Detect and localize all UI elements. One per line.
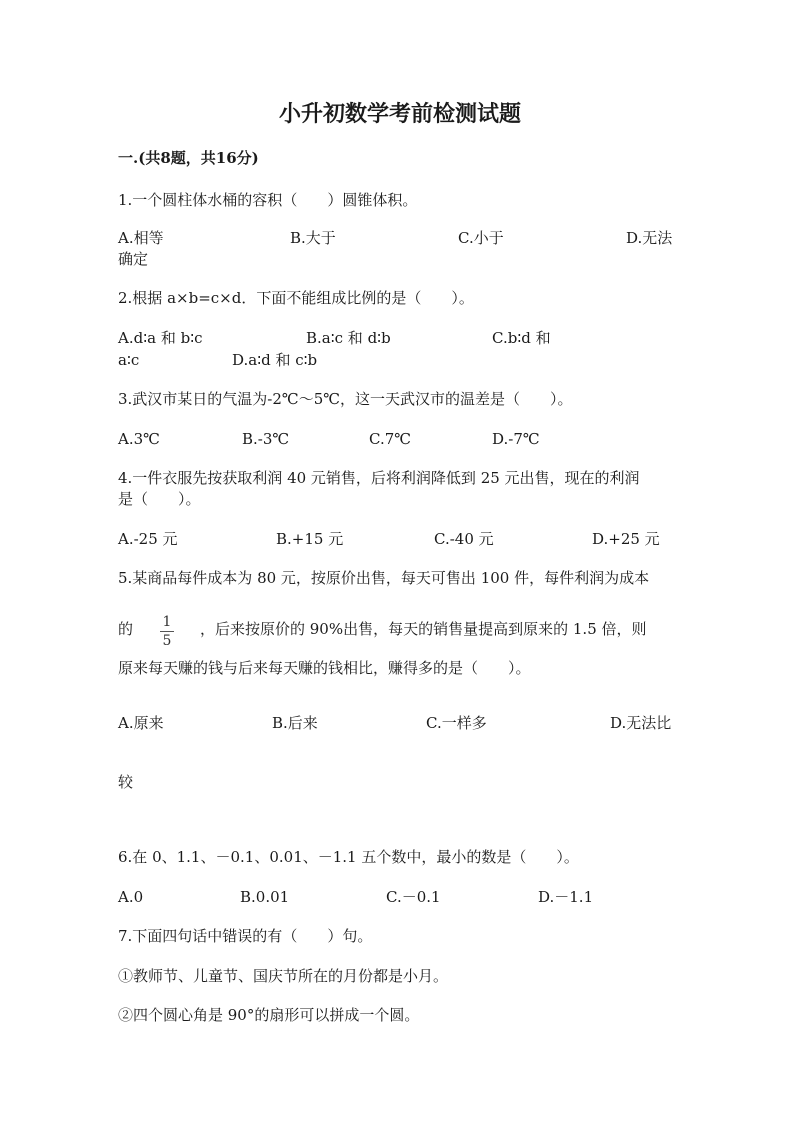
q6-stem: 6.在 0、1.1、－0.1、0.01、－1.1 五个数中，最小的数是（ ）。 xyxy=(118,848,579,866)
q5-fraction xyxy=(160,614,174,649)
q1-stem: 1.一个圆柱体水桶的容积（ ）圆锥体积。 xyxy=(118,191,418,209)
q5-stem-line3: 原来每天赚的钱与后来每天赚的钱相比，赚得多的是（ ）。 xyxy=(118,659,531,677)
q2-option-c: C.b∶d 和 xyxy=(492,329,551,347)
q2-option-a: A.d∶a 和 b∶c xyxy=(118,329,203,347)
q6-option-a: A.0 xyxy=(118,888,144,906)
q5-stem-line2-start: 的 xyxy=(118,620,134,638)
q4-stem-line2: 是（ ）。 xyxy=(118,490,201,508)
q5-option-c: C.一样多 xyxy=(426,714,487,732)
q1-option-d-continued: 确定 xyxy=(118,250,149,268)
q7-stem: 7.下面四句话中错误的有（ ）句。 xyxy=(118,927,373,945)
q1-option-b: B.大于 xyxy=(290,229,336,247)
q2-stem: 2.根据 a×b=c×d．下面不能组成比例的是（ ）。 xyxy=(118,289,474,307)
q3-option-a: A.3℃ xyxy=(118,430,160,448)
q1-option-d: D.无法 xyxy=(626,229,673,247)
q3-option-b: B.-3℃ xyxy=(242,430,290,448)
q2-option-b: B.a∶c 和 d∶b xyxy=(306,329,391,347)
q1-option-c: C.小于 xyxy=(458,229,504,247)
q5-option-d: D.无法比 xyxy=(610,714,672,732)
q4-option-b: B.+15 元 xyxy=(276,530,344,548)
q6-option-d: D.－1.1 xyxy=(538,888,594,906)
q2-option-c-continued: a∶c xyxy=(118,351,140,369)
q5-stem-line1: 5.某商品每件成本为 80 元，按原价出售，每天可售出 100 件，每件利润为成本 xyxy=(118,569,650,587)
q5-option-d-continued: 较 xyxy=(118,773,134,791)
q5-option-a: A.原来 xyxy=(118,714,164,732)
q6-option-b: B.0.01 xyxy=(240,888,290,906)
fraction-denominator: 5 xyxy=(162,633,172,649)
q3-option-c: C.7℃ xyxy=(369,430,412,448)
q6-option-c: C.－0.1 xyxy=(386,888,441,906)
q3-option-d: D.-7℃ xyxy=(492,430,540,448)
q5-option-b: B.后来 xyxy=(272,714,318,732)
page-title: 小升初数学考前检测试题 xyxy=(278,101,521,127)
q7-statement-2: ②四个圆心角是 90°的扇形可以拼成一个圆。 xyxy=(118,1006,420,1024)
q4-option-c: C.-40 元 xyxy=(434,530,494,548)
q1-option-a: A.相等 xyxy=(118,229,164,247)
q3-stem: 3.武汉市某日的气温为-2℃～5℃，这一天武汉市的温差是（ ）。 xyxy=(118,390,573,408)
section-heading: 一.(共8题，共16分) xyxy=(118,149,259,167)
fraction-bar xyxy=(160,631,174,632)
q4-option-d: D.+25 元 xyxy=(592,530,660,548)
q4-option-a: A.-25 元 xyxy=(118,530,178,548)
q2-option-d: D.a∶d 和 c∶b xyxy=(232,351,318,369)
q7-statement-1: ①教师节、儿童节、国庆节所在的月份都是小月。 xyxy=(118,967,449,985)
q4-stem-line1: 4.一件衣服先按获取利润 40 元销售，后将利润降低到 25 元出售，现在的利润 xyxy=(118,469,640,487)
q5-stem-line2-end: ，后来按原价的 90%出售，每天的销售量提高到原来的 1.5 倍，则 xyxy=(200,620,647,638)
fraction-numerator: 1 xyxy=(162,614,172,630)
